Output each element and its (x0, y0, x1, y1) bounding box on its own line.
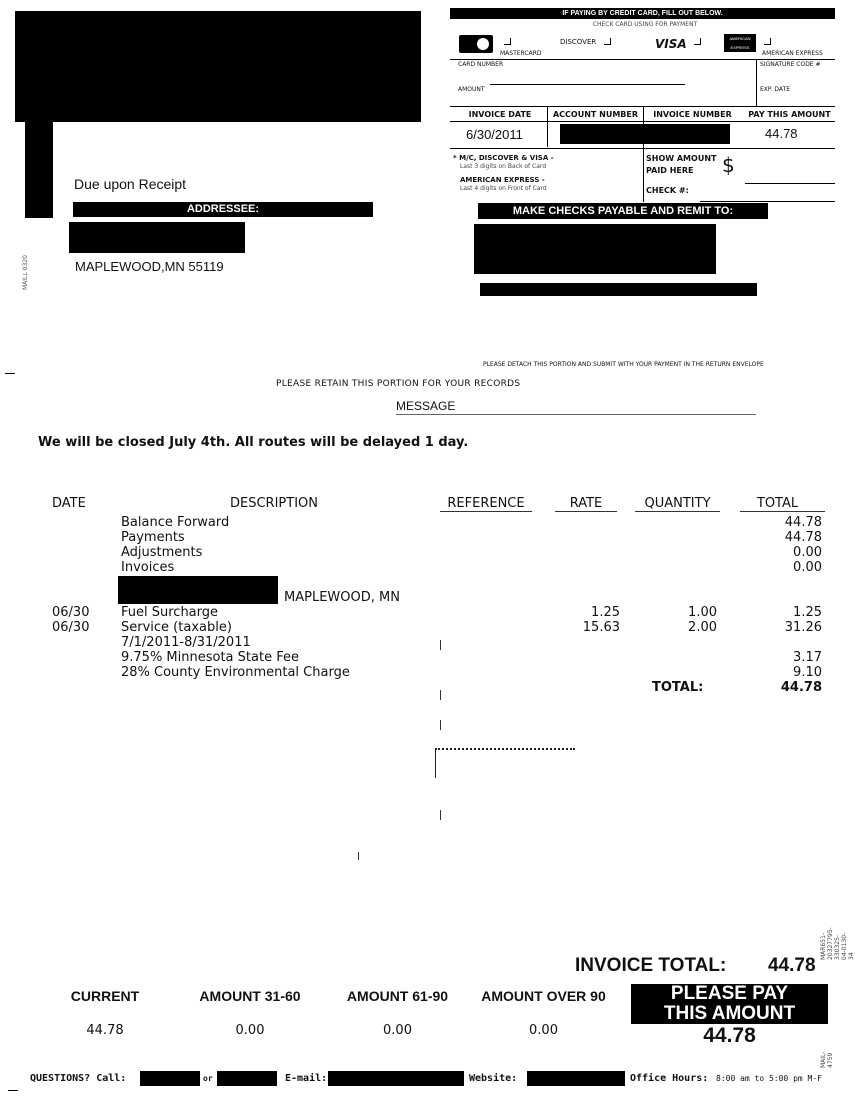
item-description: 7/1/2011-8/31/2011 (121, 635, 251, 650)
summary-adjustments: Adjustments (121, 545, 203, 560)
redacted-side-bar (25, 122, 53, 218)
total-value: 44.78 (780, 680, 822, 695)
remit-to-label: MAKE CHECKS PAYABLE AND REMIT TO: (478, 203, 768, 219)
ref-underline (440, 511, 532, 512)
item-rate: 1.25 (591, 605, 620, 620)
info-divider-4 (450, 148, 835, 149)
item-description: 9.75% Minnesota State Fee (121, 650, 299, 665)
summary-balance-forward: Balance Forward (121, 515, 230, 530)
scan-artifact (440, 720, 441, 730)
amex-note: Last 4 digits on Front of Card (460, 185, 547, 192)
amount-line (490, 84, 685, 85)
scan-artifact (440, 640, 441, 650)
amex-logo-icon: AMERICAN EXPRESS (724, 34, 756, 52)
item-date: 06/30 (52, 605, 90, 620)
qty-underline (635, 511, 720, 512)
exp-date-label: EXP. DATE (760, 86, 791, 93)
message-text: We will be closed July 4th. All routes will be delayed 1 day. (38, 435, 469, 450)
col-description: DESCRIPTION (230, 496, 318, 511)
tear-mark (5, 373, 15, 374)
please-pay-value: 44.78 (703, 1024, 756, 1047)
col-date: DATE (52, 496, 86, 511)
item-total: 9.10 (793, 665, 822, 680)
item-description: Fuel Surcharge (121, 605, 219, 620)
amount-label: AMOUNT (458, 86, 485, 93)
please-pay-line1: PLEASE PAY (670, 983, 789, 1004)
invoice-date-label: INVOICE DATE (468, 110, 532, 119)
invoice-total-value: 44.78 (768, 955, 816, 976)
dollar-sign: $ (722, 153, 735, 177)
payment-terms: Due upon Receipt (74, 176, 187, 192)
check-card-label: CHECK CARD USING FOR PAYMENT (592, 21, 698, 28)
item-rate: 15.63 (582, 620, 620, 635)
amex-note-title: AMERICAN EXPRESS - (460, 176, 545, 184)
side-form-code: MAR651-20327795-330325-04-0130-34 (820, 927, 855, 960)
email-label: E-mail: (285, 1073, 328, 1084)
invoice-date-value: 6/30/2011 (466, 127, 523, 142)
summary-invoices: Invoices (121, 560, 175, 575)
amex-label: AMERICAN EXPRESS (762, 50, 823, 57)
redacted-phone-2 (217, 1071, 277, 1086)
card-panel-title: IF PAYING BY CREDIT CARD, FILL OUT BELOW. (450, 8, 835, 19)
redacted-company-logo (15, 11, 421, 122)
discover-checkbox[interactable] (604, 38, 611, 45)
redacted-site-name (118, 576, 278, 604)
paid-here-label: PAID HERE (646, 166, 694, 175)
show-amount-label: SHOW AMOUNT (646, 154, 717, 163)
card-number-label: CARD NUMBER (458, 61, 504, 68)
please-pay-line2: THIS AMOUNT (663, 1003, 796, 1024)
item-description: Service (taxable) (121, 620, 232, 635)
card-divider-v (756, 59, 757, 107)
redacted-phone-1 (140, 1071, 200, 1086)
check-number-line[interactable] (700, 201, 835, 202)
info-divider-3 (450, 121, 835, 122)
summary-adjustments-value: 0.00 (793, 545, 822, 560)
office-hours-value: 8:00 am to 5:00 pm M-F (716, 1074, 822, 1083)
info-divider-1 (547, 107, 548, 147)
scan-artifact (440, 690, 441, 700)
invoice-number-label: INVOICE NUMBER (653, 110, 732, 119)
mc-note-title: * M/C, DISCOVER & VISA - (453, 154, 554, 162)
redacted-website (527, 1071, 625, 1086)
scan-artifact (440, 810, 441, 820)
total-label: TOTAL: (652, 680, 704, 695)
scan-artifact-smudge (435, 748, 575, 778)
discover-label: DISCOVER (560, 38, 597, 46)
retain-instructions: PLEASE RETAIN THIS PORTION FOR YOUR RECORDS (276, 379, 521, 389)
amex-checkbox[interactable] (764, 38, 771, 45)
aging-31-60-value: 0.00 (235, 1023, 265, 1038)
item-quantity: 1.00 (688, 605, 717, 620)
side-code-2: MAIL-4759 (820, 1051, 834, 1068)
website-label: Website: (469, 1073, 518, 1084)
mastercard-logo-icon (459, 35, 493, 53)
signature-code-label: SIGNATURE CODE # (760, 61, 821, 68)
aging-61-90-value: 0.00 (383, 1023, 412, 1038)
redacted-addressee-name (69, 222, 245, 253)
summary-balance-forward-value: 44.78 (784, 515, 822, 530)
mastercard-label: MASTERCARD (500, 50, 542, 57)
summary-payments: Payments (121, 530, 185, 545)
rate-underline (555, 511, 617, 512)
detach-instructions: PLEASE DETACH THIS PORTION AND SUBMIT WITH YOUR PAYMENT IN THE RETURN ENVELOPE (483, 361, 764, 368)
side-mail-code: MAILL 0320 (22, 255, 29, 290)
col-rate: RATE (569, 496, 603, 511)
aging-31-60-label: AMOUNT 31-60 (199, 988, 301, 1004)
invoice-total-label: INVOICE TOTAL: (575, 955, 727, 976)
col-reference: REFERENCE (447, 496, 525, 511)
please-pay-box (631, 984, 828, 1024)
col-total: TOTAL (756, 496, 799, 511)
redacted-remit-address (474, 224, 716, 274)
check-number-label: CHECK #: (646, 186, 689, 195)
item-total: 1.25 (793, 605, 822, 620)
mc-note: Last 3 digits on Back of Card (460, 163, 547, 170)
pay-this-amount-value: 44.78 (765, 126, 798, 141)
item-date: 06/30 (52, 620, 90, 635)
mastercard-checkbox[interactable] (504, 38, 511, 45)
redacted-email (328, 1071, 464, 1086)
scan-artifact (358, 852, 359, 860)
office-hours-label: Office Hours: (630, 1073, 709, 1084)
summary-invoices-value: 0.00 (793, 560, 822, 575)
site-location: MAPLEWOOD, MN (284, 590, 400, 605)
visa-label: VISA (655, 37, 687, 51)
aging-current-label: CURRENT (70, 988, 140, 1004)
visa-checkbox[interactable] (694, 38, 701, 45)
total-underline (740, 511, 825, 512)
questions-label: QUESTIONS? Call: (30, 1073, 127, 1084)
item-quantity: 2.00 (688, 620, 717, 635)
footer-tick (8, 1090, 18, 1091)
message-underline (396, 414, 756, 415)
aging-over-90-value: 0.00 (529, 1023, 558, 1038)
account-number-label: ACCOUNT NUMBER (552, 110, 639, 119)
redacted-barcode (480, 283, 757, 296)
item-description: 28% County Environmental Charge (121, 665, 350, 680)
col-quantity: QUANTITY (644, 496, 711, 511)
item-total: 31.26 (784, 620, 822, 635)
summary-payments-value: 44.78 (784, 530, 822, 545)
redacted-account-number (560, 124, 730, 144)
or-label: or (203, 1074, 213, 1083)
pay-this-amount-label: PAY THIS AMOUNT (748, 110, 831, 119)
card-divider-1 (450, 59, 835, 60)
item-total: 3.17 (793, 650, 822, 665)
message-label: MESSAGE (396, 399, 456, 413)
aging-61-90-label: AMOUNT 61-90 (346, 988, 449, 1004)
amount-paid-line[interactable] (745, 183, 835, 184)
aging-over-90-label: AMOUNT OVER 90 (481, 988, 606, 1004)
aging-current-value: 44.78 (86, 1023, 124, 1038)
addressee-city: MAPLEWOOD,MN 55119 (75, 259, 224, 274)
addressee-label: ADDRESSEE: (73, 202, 373, 217)
